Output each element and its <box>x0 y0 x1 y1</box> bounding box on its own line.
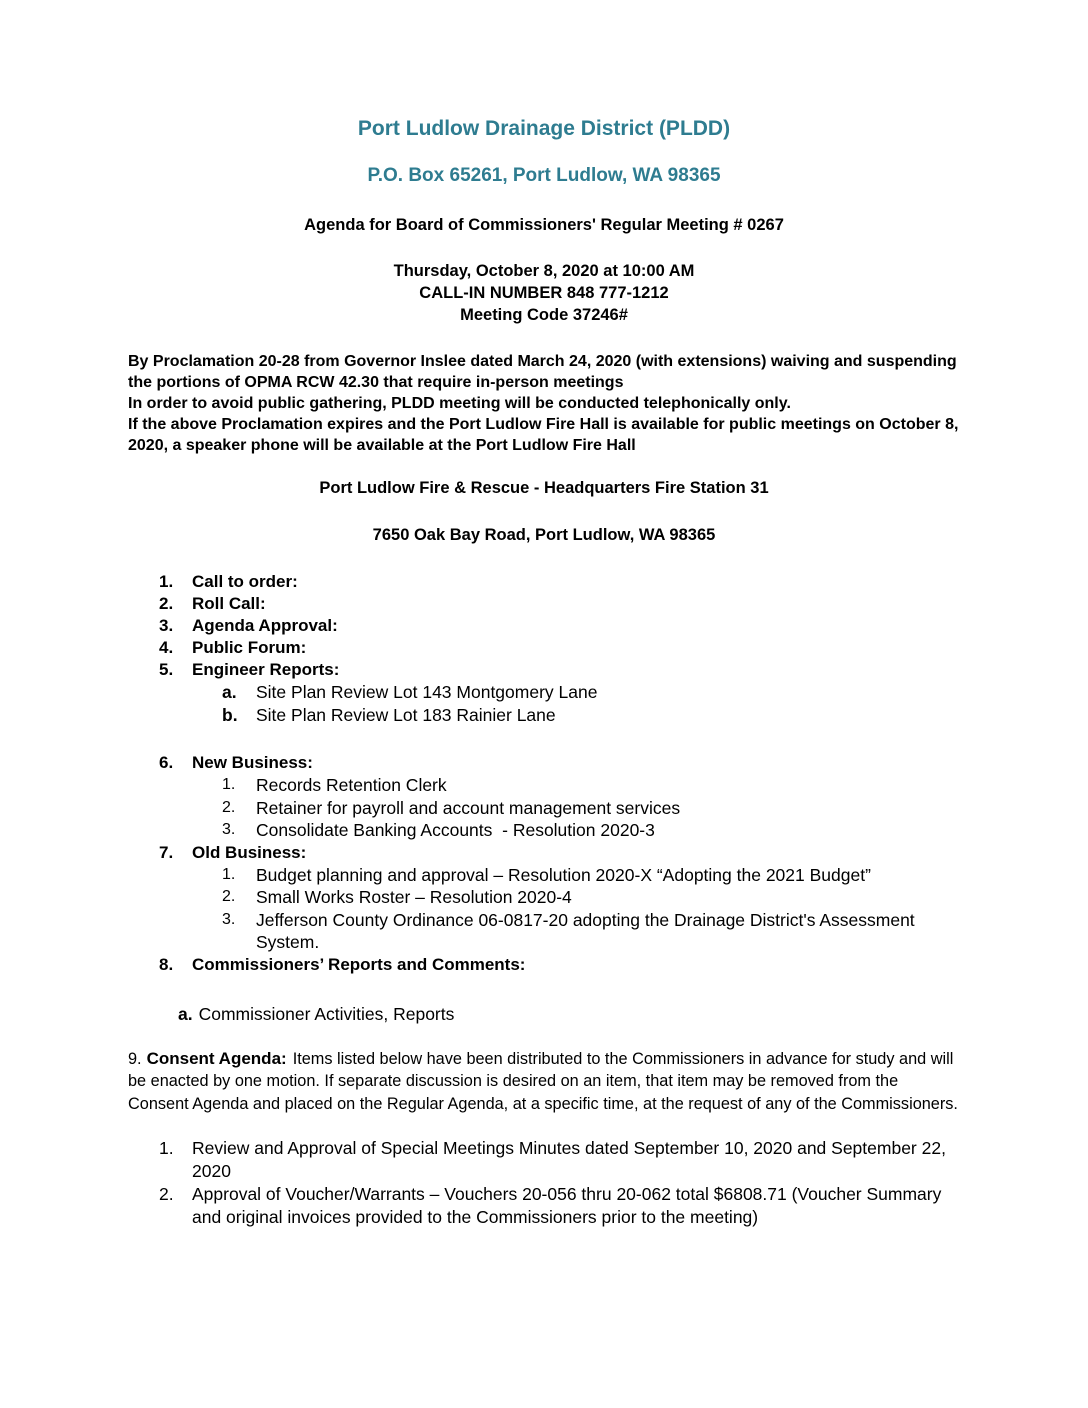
sub-item-text: Commissioner Activities, Reports <box>198 1003 455 1024</box>
consent-item-minutes-approval <box>159 1137 960 1183</box>
item-label: Call to order: <box>192 572 298 591</box>
commissioner-activities-line <box>178 1003 960 1025</box>
agenda-item-public-forum <box>159 637 960 659</box>
sub-item-jefferson-ordinance <box>222 909 960 954</box>
proclamation-line: In order to avoid public gathering, PLDD meeting will be conducted telephonically only. <box>128 395 791 412</box>
proclamation-paragraph <box>128 351 960 456</box>
item-number: 1. <box>159 1138 174 1158</box>
sub-item-text: Retainer for payroll and account management services <box>256 797 681 818</box>
item-number: 4. <box>159 638 174 657</box>
agenda-item-agenda-approval <box>159 615 960 637</box>
item-number: 5. <box>159 660 174 679</box>
agenda-item-old-business <box>159 842 960 864</box>
sub-item-text: Budget planning and approval – Resolution 2020-X “Adopting the 2021 Budget” <box>256 864 871 885</box>
consent-item-voucher-approval <box>159 1183 960 1229</box>
agenda-list <box>159 571 960 976</box>
item-text: Approval of Voucher/Warrants – Vouchers 20-056 thru 20-062 total $6808.71 (Voucher Summary and original invoices provided to the Commissioners prior to the meeting) <box>192 1184 947 1227</box>
sub-item-text: Site Plan Review Lot 143 Montgomery Lane <box>256 682 598 702</box>
sub-item-marker: 2. <box>222 888 236 905</box>
sub-item-marker: a. <box>222 682 237 702</box>
item-text: Review and Approval of Special Meetings Minutes dated September 10, 2020 and September 22, 2020 <box>192 1138 951 1181</box>
sub-item-marker: 3. <box>222 821 236 838</box>
org-title: Port Ludlow Drainage District (PLDD) <box>357 117 731 140</box>
item-label: Old Business: <box>192 842 307 862</box>
item-label: Commissioners’ Reports and Comments: <box>192 954 526 974</box>
item-number: 2. <box>159 1184 174 1204</box>
sub-item-text: Jefferson County Ordinance 06-0817-20 adopting the Drainage District's Assessment System. <box>256 909 920 952</box>
sub-item-site-plan-183 <box>222 704 960 727</box>
agenda-item-call-to-order <box>159 571 960 593</box>
sub-item-retainer-payroll <box>222 797 960 820</box>
sub-item-marker: 2. <box>222 798 236 816</box>
venue-name: Port Ludlow Fire & Rescue - Headquarters Fire Station 31 <box>319 479 769 497</box>
consent-text: Items listed below have been distributed to the Commissioners in advance for study and will be enacted by one motion. If separate discussion is desired on an item, that item may be removed from the Consent Agenda and placed on the Regular Agenda, at a specific time, at the request of any of the Commissioners. <box>128 1049 958 1113</box>
sub-item-marker: 1. <box>222 865 236 883</box>
meeting-code: Meeting Code 37246# <box>460 306 628 324</box>
item-number: 6. <box>159 753 174 772</box>
consent-number: 9. <box>128 1049 142 1068</box>
proclamation-line: If the above Proclamation expires and the Port Ludlow Fire Hall is available for public meetings on October 8, 2020, a speaker phone will be available at the Port Ludlow Fire Hall <box>128 416 959 454</box>
sub-item-consolidate-banking <box>222 819 960 842</box>
meeting-info-block <box>128 260 960 326</box>
item-label: New Business: <box>192 753 313 772</box>
item-label: Public Forum: <box>192 638 307 657</box>
item-number: 3. <box>159 616 174 635</box>
sub-item-text: Site Plan Review Lot 183 Rainier Lane <box>256 704 556 725</box>
sub-item-text: Small Works Roster – Resolution 2020-4 <box>256 887 572 907</box>
consent-label: Consent Agenda: <box>146 1048 287 1068</box>
proclamation-line: By Proclamation 20-28 from Governor Inslee dated March 24, 2020 (with extensions) waiving and suspending the portions of OPMA RCW 42.30 that require in-person meetings <box>128 353 957 391</box>
consent-agenda-paragraph <box>128 1048 960 1116</box>
agenda-item-engineer-reports <box>159 659 960 681</box>
sub-item-records-retention <box>222 774 960 797</box>
agenda-heading: Agenda for Board of Commissioners' Regular Meeting # 0267 <box>304 216 784 234</box>
item-number: 7. <box>159 842 174 862</box>
po-address: P.O. Box 65261, Port Ludlow, WA 98365 <box>367 165 721 186</box>
sub-item-small-works-roster <box>222 886 960 909</box>
sub-item-marker: 3. <box>222 910 236 928</box>
item-label: Roll Call: <box>192 594 266 613</box>
venue-address: 7650 Oak Bay Road, Port Ludlow, WA 98365 <box>372 526 716 544</box>
item-number: 8. <box>159 954 174 974</box>
item-number: 1. <box>159 572 174 591</box>
item-label: Agenda Approval: <box>192 616 338 635</box>
sub-item-marker: b. <box>222 704 238 725</box>
consent-items-list <box>159 1137 960 1229</box>
item-number: 2. <box>159 594 174 613</box>
call-in-number: CALL-IN NUMBER 848 777-1212 <box>419 284 669 302</box>
agenda-item-new-business <box>159 752 960 774</box>
meeting-datetime: Thursday, October 8, 2020 at 10:00 AM <box>393 262 695 280</box>
agenda-item-roll-call <box>159 593 960 615</box>
sub-item-marker: a. <box>178 1003 193 1024</box>
sub-item-text: Records Retention Clerk <box>256 775 447 795</box>
sub-item-text: Consolidate Banking Accounts - Resolution 2020-3 <box>256 820 655 840</box>
sub-item-budget-planning <box>222 864 960 887</box>
sub-item-marker: 1. <box>222 776 236 793</box>
sub-item-site-plan-143 <box>222 681 960 704</box>
item-label: Engineer Reports: <box>192 660 340 679</box>
agenda-item-commissioners-reports <box>159 954 960 976</box>
